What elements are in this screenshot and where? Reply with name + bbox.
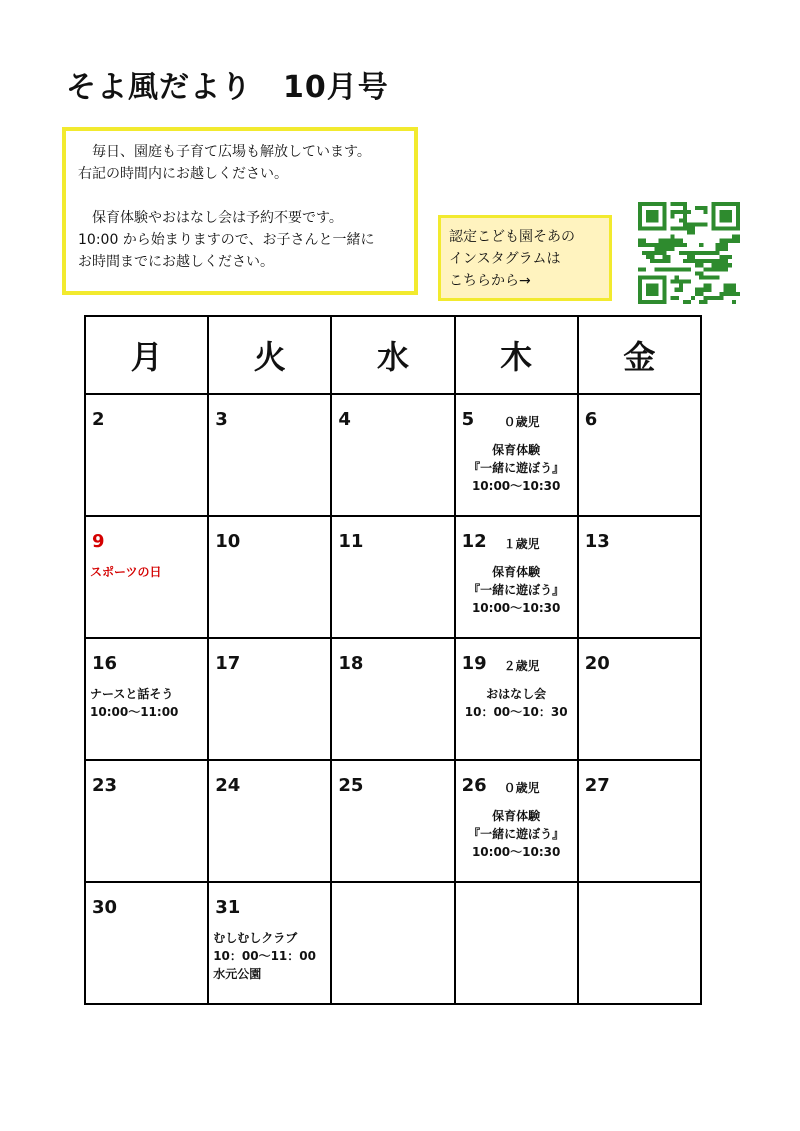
- age-group-label: ０歳児: [503, 781, 540, 795]
- event-line: 『一緒に遊ぼう』: [468, 461, 565, 475]
- calendar-week-row: [85, 638, 701, 760]
- day-number: 5: [461, 409, 475, 430]
- event-line: おはなし会: [486, 687, 547, 701]
- event-list: [460, 441, 573, 495]
- day-number: 9: [92, 531, 105, 552]
- day-number: 4: [338, 409, 351, 430]
- day-number: 11: [338, 531, 364, 552]
- calendar-week-row: [85, 394, 701, 516]
- notice-paragraph-2: 保育体験やおはなし会は予約不要です。 10:00 から始まりますので、お子さんと一緒に お時間までにお越しください。: [78, 210, 375, 270]
- calendar-day-cell: [331, 760, 454, 882]
- calendar-day-cell: [455, 882, 578, 1004]
- event-list: [90, 563, 203, 581]
- weekday-header: 木: [455, 316, 578, 394]
- event-list: [213, 929, 326, 983]
- day-number: 24: [215, 775, 241, 796]
- event-list: [460, 685, 573, 721]
- day-number: 25: [338, 775, 364, 796]
- day-number: 30: [92, 897, 118, 918]
- day-number: 20: [584, 653, 610, 674]
- calendar-day-cell: [208, 638, 331, 760]
- day-number: 18: [338, 653, 364, 674]
- day-number: 17: [215, 653, 241, 674]
- calendar-table: [84, 315, 702, 1005]
- notice-box: [62, 127, 418, 295]
- age-group-label: ２歳児: [503, 659, 540, 673]
- day-number: 31: [215, 897, 241, 918]
- notice-paragraph-1: 毎日、園庭も子育て広場も解放しています。 右記の時間内にお越しください。: [78, 144, 371, 182]
- calendar-day-cell: [208, 394, 331, 516]
- instagram-box: 認定こども園そあの インスタグラムは こちらから→: [438, 215, 612, 301]
- calendar-day-cell: [331, 638, 454, 760]
- day-number: 27: [584, 775, 610, 796]
- day-number: 19: [461, 653, 487, 674]
- calendar-day-cell: [331, 516, 454, 638]
- event-line: 『一緒に遊ぼう』: [468, 827, 565, 841]
- event-list: [460, 563, 573, 617]
- age-group-label: １歳児: [503, 537, 540, 551]
- event-line: 保育体験: [492, 565, 541, 579]
- day-number: 12: [461, 531, 487, 552]
- calendar-week-row: [85, 882, 701, 1004]
- calendar-week-row: [85, 760, 701, 882]
- event-line: 10:00～10:30: [471, 601, 561, 615]
- day-number: 2: [92, 409, 105, 430]
- calendar-day-cell: [578, 394, 701, 516]
- weekday-header: 金: [578, 316, 701, 394]
- calendar-day-cell: [331, 882, 454, 1004]
- calendar-day-cell: [455, 760, 578, 882]
- event-line: 10:00～10:30: [471, 479, 561, 493]
- calendar-day-cell: [578, 516, 701, 638]
- event-line: 保育体験: [492, 443, 541, 457]
- event-line: 10：00～10：30: [464, 705, 568, 719]
- calendar-day-cell: [85, 760, 208, 882]
- calendar-week-row: [85, 516, 701, 638]
- calendar-day-cell: [578, 882, 701, 1004]
- qr-code-icon[interactable]: [638, 202, 740, 304]
- calendar-day-cell: [208, 760, 331, 882]
- event-line: 水元公園: [213, 967, 262, 981]
- day-number: 6: [584, 409, 598, 430]
- event-line: むしむしクラブ: [213, 931, 298, 945]
- event-line: ナースと話そう: [90, 687, 174, 701]
- calendar-day-cell: [578, 760, 701, 882]
- event-list: [460, 807, 573, 861]
- calendar-day-cell: [455, 394, 578, 516]
- page-title: そよ風だより 10月号: [66, 70, 389, 105]
- day-number: 3: [215, 409, 228, 430]
- calendar-day-cell: [85, 516, 208, 638]
- weekday-header: 水: [331, 316, 454, 394]
- event-line: 保育体験: [492, 809, 541, 823]
- weekday-header: 月: [85, 316, 208, 394]
- day-number: 23: [92, 775, 118, 796]
- calendar-day-cell: [85, 638, 208, 760]
- weekday-header: 火: [208, 316, 331, 394]
- day-number: 13: [584, 531, 610, 552]
- age-group-label: ０歳児: [503, 415, 540, 429]
- event-line: 10:00～11:00: [90, 705, 179, 719]
- day-number: 26: [461, 775, 487, 796]
- day-number: 10: [215, 531, 241, 552]
- calendar-day-cell: [85, 882, 208, 1004]
- event-line: 『一緒に遊ぼう』: [468, 583, 565, 597]
- event-line: 10：00～11：00: [213, 949, 316, 963]
- calendar-body: [85, 394, 701, 1004]
- calendar-day-cell: [455, 638, 578, 760]
- calendar-day-cell: [208, 516, 331, 638]
- calendar-day-cell: [578, 638, 701, 760]
- weekday-header-row: [85, 316, 701, 394]
- calendar-day-cell: [331, 394, 454, 516]
- event-line: 10:00～10:30: [471, 845, 561, 859]
- calendar-day-cell: [208, 882, 331, 1004]
- calendar-day-cell: [455, 516, 578, 638]
- day-number: 16: [92, 653, 118, 674]
- calendar-day-cell: [85, 394, 208, 516]
- event-list: [90, 685, 203, 721]
- event-line: スポーツの日: [90, 565, 162, 579]
